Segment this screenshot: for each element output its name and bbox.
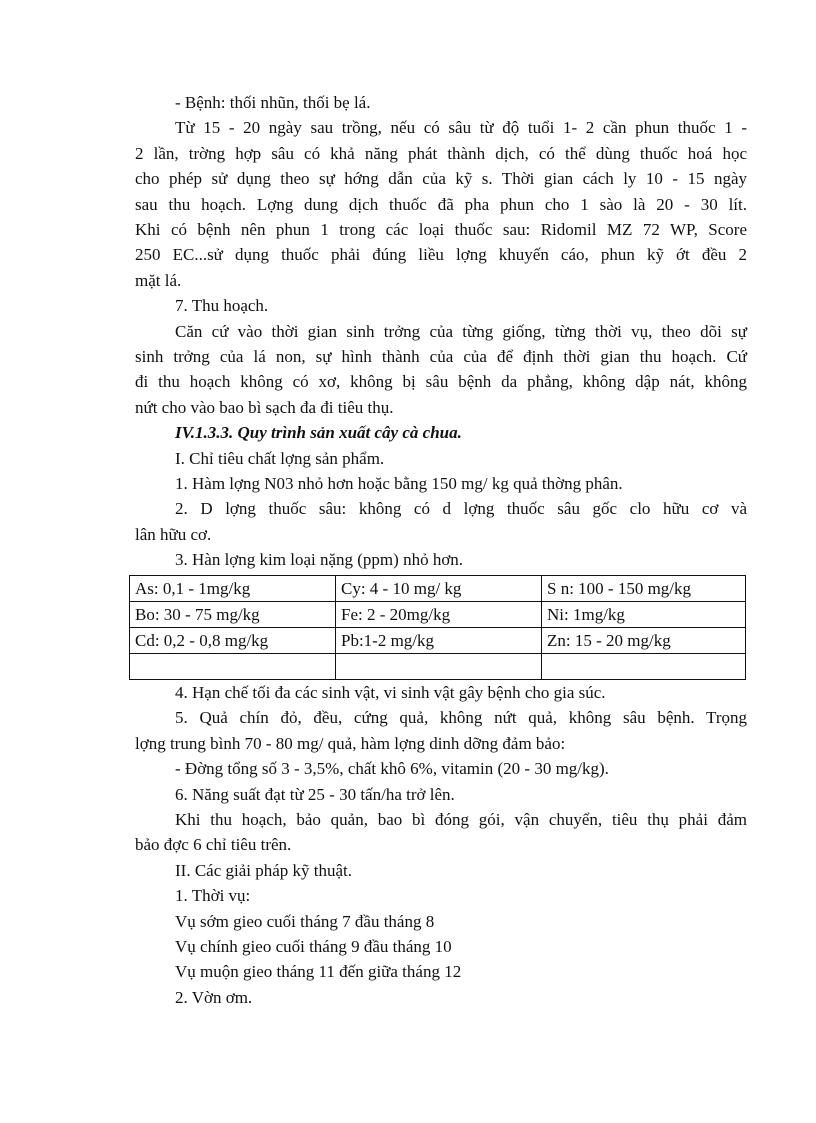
table-row bbox=[130, 576, 746, 602]
section-heading: IV.1.3.3. Quy trình sản xuất cây cà chua. bbox=[175, 423, 462, 443]
table-cell: Fe: 2 - 20mg/kg bbox=[336, 602, 542, 628]
text-line: Khi thu hoạch, bảo quản, bao bì đóng gói, vận chuyển, tiêu thụ phải đảm bbox=[175, 810, 747, 829]
text-line: lân hữu cơ. bbox=[135, 524, 212, 544]
text-line: cho phép sử dụng theo sự hớng dẫn của kỹ s. Thời gian cách ly 10 - 15 ngày bbox=[135, 169, 747, 189]
table-cell bbox=[336, 654, 542, 680]
table-cell: Cy: 4 - 10 mg/ kg bbox=[336, 576, 542, 602]
table-row bbox=[130, 654, 746, 680]
text-line: I. Chỉ tiêu chất lợng sản phẩm. bbox=[175, 448, 385, 468]
text-line: lợng trung bình 70 - 80 mg/ quả, hàm lợng dinh dỡng đảm bảo: bbox=[135, 733, 566, 753]
text-line: bảo đợc 6 chỉ tiêu trên. bbox=[135, 835, 292, 855]
text-line: 4. Hạn chế tối đa các sinh vật, vi sinh vật gây bệnh cho gia súc. bbox=[175, 683, 606, 702]
text-line: - Bệnh: thối nhũn, thối bẹ lá. bbox=[175, 93, 371, 112]
text-line: - Đờng tổng số 3 - 3,5%, chất khô 6%, vitamin (20 - 30 mg/kg). bbox=[175, 759, 609, 779]
text-line: nứt cho vào bao bì sạch đa đi tiêu thụ. bbox=[135, 397, 394, 417]
table-cell bbox=[542, 654, 746, 680]
text-line: 2. Vờn ơm. bbox=[175, 987, 253, 1007]
text-line: 1. Thời vụ: bbox=[175, 886, 251, 906]
text-line: 6. Năng suất đạt từ 25 - 30 tấn/ha trở lên. bbox=[175, 784, 455, 804]
text-line: Từ 15 - 20 ngày sau trồng, nếu có sâu từ độ tuổi 1- 2 cần phun thuốc 1 - bbox=[175, 118, 747, 138]
text-line: 7. Thu hoạch. bbox=[175, 296, 269, 316]
text-line: Căn cứ vào thời gian sinh trởng của từng giống, từng thời vụ, theo dõi sự bbox=[175, 321, 747, 341]
text-line: 1. Hàm lợng N03 nhỏ hơn hoặc bằng 150 mg/ kg quả thờng phân. bbox=[175, 474, 623, 493]
text-line: đi thu hoạch không có xơ, không bị sâu bệnh da phẳng, không dập nát, không bbox=[135, 372, 747, 392]
text-line: sinh trởng của lá non, sự hình thành của của để định thời gian thu hoạch. Cứ bbox=[135, 347, 747, 366]
text-line: II. Các giải pháp kỹ thuật. bbox=[175, 860, 353, 880]
table-cell: S n: 100 - 150 mg/kg bbox=[542, 576, 746, 602]
table-row bbox=[130, 602, 746, 628]
text-line: 5. Quả chín đỏ, đều, cứng quả, không nứt quả, không sâu bệnh. Trọng bbox=[175, 708, 747, 728]
text-line: Vụ chính gieo cuối tháng 9 đầu tháng 10 bbox=[175, 937, 452, 956]
text-line: mặt lá. bbox=[135, 270, 182, 290]
heavy-metal-limits-table bbox=[129, 575, 746, 680]
text-line: 250 EC...sử dụng thuốc phải đúng liều lợng khuyến cáo, phun kỹ ớt đều 2 bbox=[135, 245, 747, 265]
table-cell bbox=[130, 654, 336, 680]
text-line: sau thu hoạch. Lợng dung dịch thuốc đã pha phun cho 1 sào là 20 - 30 lít. bbox=[135, 194, 747, 214]
table-row bbox=[130, 628, 746, 654]
text-line: Vụ muộn gieo tháng 11 đến giữa tháng 12 bbox=[175, 962, 462, 982]
table-cell: Zn: 15 - 20 mg/kg bbox=[542, 628, 746, 654]
table-cell: As: 0,1 - 1mg/kg bbox=[130, 576, 336, 602]
table-cell: Ni: 1mg/kg bbox=[542, 602, 746, 628]
text-line: 3. Hàn lợng kim loại nặng (ppm) nhỏ hơn. bbox=[175, 550, 464, 570]
text-line: Khi có bệnh nên phun 1 trong các loại thuốc sau: Ridomil MZ 72 WP, Score bbox=[135, 220, 747, 239]
text-line: Vụ sớm gieo cuối tháng 7 đầu tháng 8 bbox=[175, 911, 435, 931]
table-cell: Pb:1-2 mg/kg bbox=[336, 628, 542, 654]
table-cell: Bo: 30 - 75 mg/kg bbox=[130, 602, 336, 628]
text-line: 2. D lợng thuốc sâu: không có d lợng thuốc sâu gốc clo hữu cơ và bbox=[175, 499, 747, 519]
table-cell: Cd: 0,2 - 0,8 mg/kg bbox=[130, 628, 336, 654]
text-line: 2 lần, trờng hợp sâu có khả năng phát thành dịch, có thể dùng thuốc hoá học bbox=[135, 143, 747, 163]
